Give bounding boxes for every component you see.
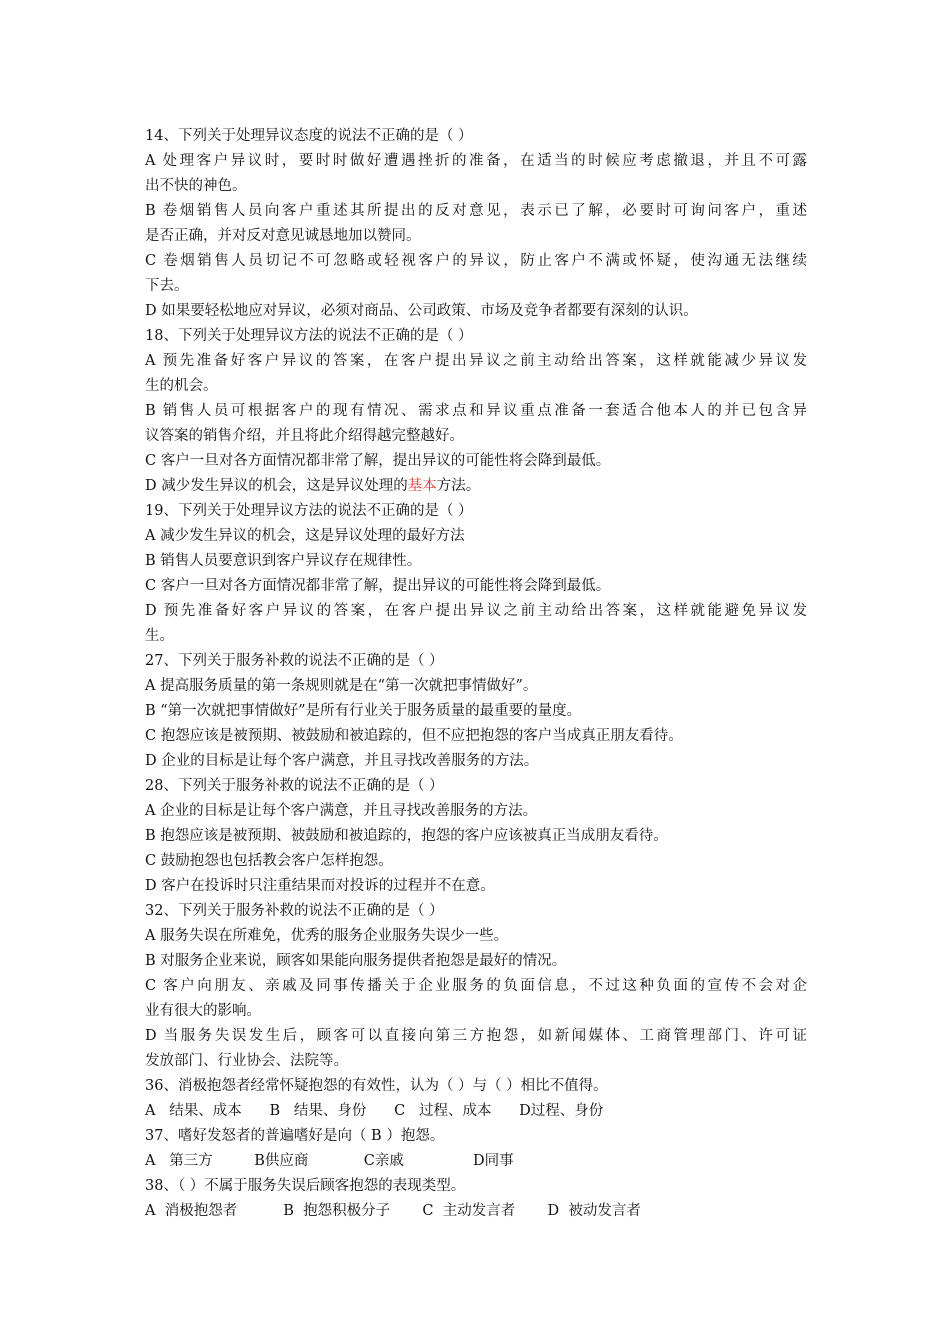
option-c: C 客户向朋友、亲戚及同事传播关于企业服务的负面信息，不过这种负面的宣传不会对企: [145, 978, 807, 994]
question-list: [145, 124, 807, 1224]
option-c: C 客户一旦对各方面情况都非常了解，提出异议的可能性将会降到最低。: [145, 578, 611, 594]
option-c: C 卷烟销售人员切记不可忽略或轻视客户的异议，防止客户不满或怀疑，使沟通无法继续: [145, 253, 807, 269]
question-32: [145, 899, 807, 1074]
option-c: C 抱怨应该是被预期、被鼓励和被追踪的，但不应把抱怨的客户当成真正朋友看待。: [145, 728, 683, 744]
question-28: [145, 774, 807, 899]
highlighted-word: 基本: [407, 478, 437, 494]
option-b: B 销售人员要意识到客户异议存在规律性。: [145, 553, 422, 569]
option-b: B “第一次就把事情做好”是所有行业关于服务质量的最重要的量度。: [145, 703, 582, 719]
question-stem: 32、下列关于服务补救的说法不正确的是（ ）: [145, 903, 444, 919]
question-37: [145, 1124, 807, 1174]
question-38: [145, 1174, 807, 1224]
option-d: D 如果要轻松地应对异议，必须对商品、公司政策、市场及竞争者都要有深刻的认识。: [145, 303, 698, 319]
option-d: D 当服务失误发生后，顾客可以直接向第三方抱怨，如新闻媒体、工商管理部门、许可证: [145, 1028, 807, 1044]
option-b-cont: 议答案的销售介绍，并且将此介绍得越完整越好。: [145, 428, 464, 444]
option-a: A 减少发生异议的机会，这是异议处理的最好方法: [145, 528, 465, 544]
options-row: A 消极抱怨者 B 抱怨积极分子 C 主动发言者 D 被动发言者: [145, 1203, 641, 1219]
option-a: A 服务失误在所难免，优秀的服务企业服务失误少一些。: [145, 928, 509, 944]
option-b: B 卷烟销售人员向客户重述其所提出的反对意见，表示已了解，必要时可询问客户，重述: [145, 203, 807, 219]
question-stem: 28、下列关于服务补救的说法不正确的是（ ）: [145, 778, 444, 794]
option-b: B 抱怨应该是被预期、被鼓励和被追踪的，抱怨的客户应该被真正当成朋友看待。: [145, 828, 668, 844]
question-19: [145, 499, 807, 649]
option-a-cont: 出不快的神色。: [145, 178, 247, 194]
option-a: A 提高服务质量的第一条规则就是在“第一次就把事情做好”。: [145, 678, 538, 694]
option-b: B 对服务企业来说，顾客如果能向服务提供者抱怨是最好的情况。: [145, 953, 567, 969]
question-stem: 38、（ ）不属于服务失误后顾客抱怨的表现类型。: [145, 1178, 466, 1194]
option-a: A 预先准备好客户异议的答案，在客户提出异议之前主动给出答案，这样就能减少异议发: [145, 353, 807, 369]
option-a: A 企业的目标是让每个客户满意，并且寻找改善服务的方法。: [145, 803, 538, 819]
option-d-cont: 发放部门、行业协会、法院等。: [145, 1053, 348, 1069]
question-stem: 19、下列关于处理异议方法的说法不正确的是（ ）: [145, 503, 473, 519]
option-d-text: D 减少发生异议的机会，这是异议处理的: [145, 478, 408, 494]
option-d-text-end: 方法。: [436, 478, 481, 494]
option-b: B 销售人员可根据客户的现有情况、需求点和异议重点准备一套适合他本人的并已包含异: [145, 403, 807, 419]
option-c-cont: 业有很大的影响。: [145, 1003, 261, 1019]
option-c: C 鼓励抱怨也包括教会客户怎样抱怨。: [145, 853, 393, 869]
question-18: [145, 324, 807, 499]
option-d-cont: 生。: [145, 628, 174, 644]
option-b-cont: 是否正确，并对反对意见诚恳地加以赞同。: [145, 228, 421, 244]
option-c: C 客户一旦对各方面情况都非常了解，提出异议的可能性将会降到最低。: [145, 453, 611, 469]
option-c-cont: 下去。: [145, 278, 189, 294]
option-d: D 企业的目标是让每个客户满意，并且寻找改善服务的方法。: [145, 753, 539, 769]
question-stem: 36、消极抱怨者经常怀疑抱怨的有效性，认为（ ）与（ ）相比不值得。: [145, 1078, 608, 1094]
option-a-cont: 生的机会。: [145, 378, 218, 394]
question-stem: 27、下列关于服务补救的说法不正确的是（ ）: [145, 653, 444, 669]
option-d: [145, 474, 807, 499]
option-d: D 预先准备好客户异议的答案，在客户提出异议之前主动给出答案，这样就能避免异议发: [145, 603, 807, 619]
option-d: D 客户在投诉时只注重结果而对投诉的过程并不在意。: [145, 878, 495, 894]
question-stem: 18、下列关于处理异议方法的说法不正确的是（ ）: [145, 328, 473, 344]
question-36: [145, 1074, 807, 1124]
options-row: A 结果、成本 B 结果、身份 C 过程、成本 D过程、身份: [145, 1103, 604, 1119]
question-14: [145, 124, 807, 324]
question-stem: 14、下列关于处理异议态度的说法不正确的是（ ）: [145, 128, 473, 144]
question-27: [145, 649, 807, 774]
option-a: A 处理客户异议时，要时时做好遭遇挫折的准备，在适当的时候应考虑撤退，并且不可露: [145, 153, 807, 169]
options-row: A 第三方 B供应商 C亲戚 D同事: [145, 1153, 514, 1169]
question-stem: 37、嗜好发怒者的普遍嗜好是向（ B ）抱怨。: [145, 1128, 445, 1144]
